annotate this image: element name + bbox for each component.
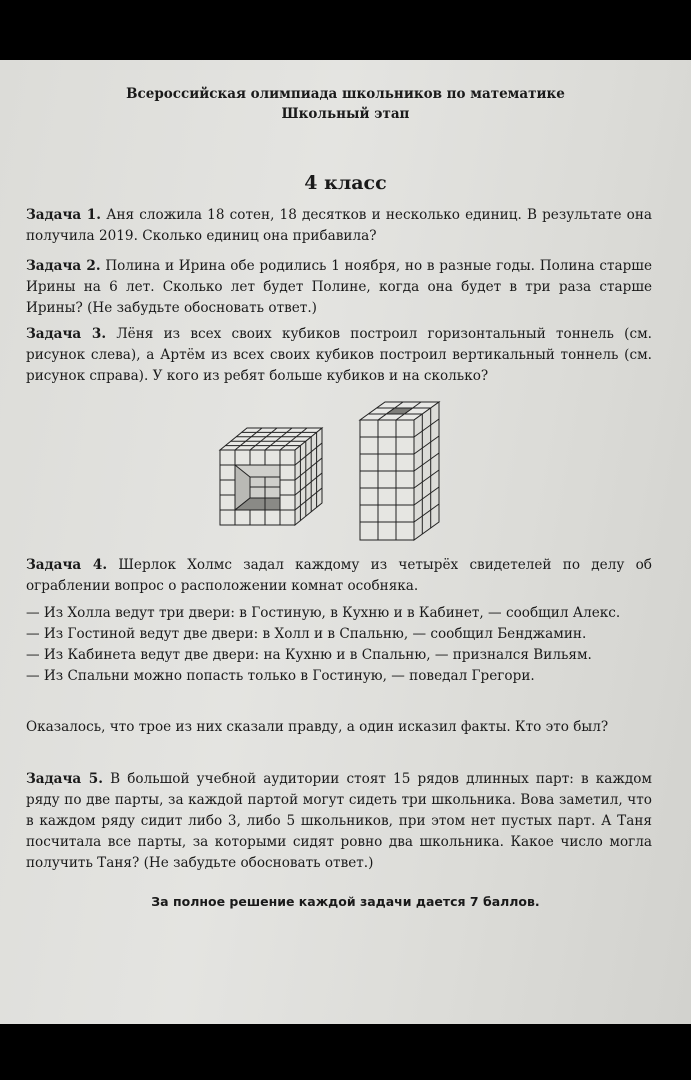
problem-2 (26, 256, 652, 319)
horizontal-tunnel-figure (210, 420, 335, 545)
problem-3-text: Лёня из всех своих кубиков построил горизонтальный тоннель (см. рисунок слева), а Артём из всех своих кубиков построил вертикальный тоннель (см. рисунок справа). У кого из ребят больше кубиков и на сколько? (26, 326, 652, 384)
problem-1 (26, 205, 652, 247)
vertical-tunnel-figure (355, 398, 445, 548)
problem-4-text: Шерлок Холмс задал каждому из четырёх свидетелей по делу об ограблении вопрос о расположении комнат особняка. (26, 557, 652, 594)
problem-4-label: Задача 4. (26, 557, 108, 573)
problem-3 (26, 324, 652, 387)
quote-gregory: — Из Спальни можно попасть только в Гостиную, — поведал Грегори. (26, 668, 535, 684)
olympiad-title: Всероссийская олимпиада школьников по математике (126, 86, 565, 102)
scoring-note: За полное решение каждой задачи дается 7 баллов. (151, 894, 540, 909)
quote-alex: — Из Холла ведут три двери: в Гостиную, в Кухню и в Кабинет, — сообщил Алекс. (26, 605, 621, 621)
problem-5-label: Задача 5. (26, 771, 103, 787)
stage-title: Школьный этап (281, 106, 410, 122)
worksheet-page (0, 60, 691, 1024)
problem-1-text: Аня сложила 18 сотен, 18 десятков и несколько единиц. В результате она получила 2019. Сколько единиц она прибавила? (26, 207, 652, 244)
problem-4 (26, 555, 652, 597)
grade-title: 4 класс (304, 172, 387, 194)
problem-1-label: Задача 1. (26, 207, 102, 223)
problem-5-text: В большой учебной аудитории стоят 15 рядов длинных парт: в каждом ряду по две парты, за каждой партой могут сидеть три школьника. Вова заметил, что в каждом ряду сидит либо 3, либо 5 школьников, при этом нет пустых парт. А Таня посчитала все парты, за которыми сидят ровно два школьника. Какое число могла получить Таня? (Не забудьте обосновать ответ.) (26, 771, 652, 871)
problem-3-label: Задача 3. (26, 326, 107, 342)
problem-4-conclusion: Оказалось, что трое из них сказали правду, а один исказил факты. Кто это был? (26, 719, 609, 735)
problem-2-label: Задача 2. (26, 258, 101, 274)
problem-5 (26, 769, 652, 874)
problem-4-quotes (26, 603, 652, 687)
quote-benjamin: — Из Гостиной ведут две двери: в Холл и в Спальню, — сообщил Бенджамин. (26, 626, 587, 642)
problem-2-text: Полина и Ирина обе родились 1 ноября, но в разные годы. Полина старше Ирины на 6 лет. Сколько лет будет Полине, когда она будет в три раза старше Ирины? (Не забудьте обосновать ответ.) (26, 258, 652, 316)
olympiad-header (0, 84, 691, 124)
quote-william: — Из Кабинета ведут две двери: на Кухню и в Спальню, — признался Вильям. (26, 647, 592, 663)
